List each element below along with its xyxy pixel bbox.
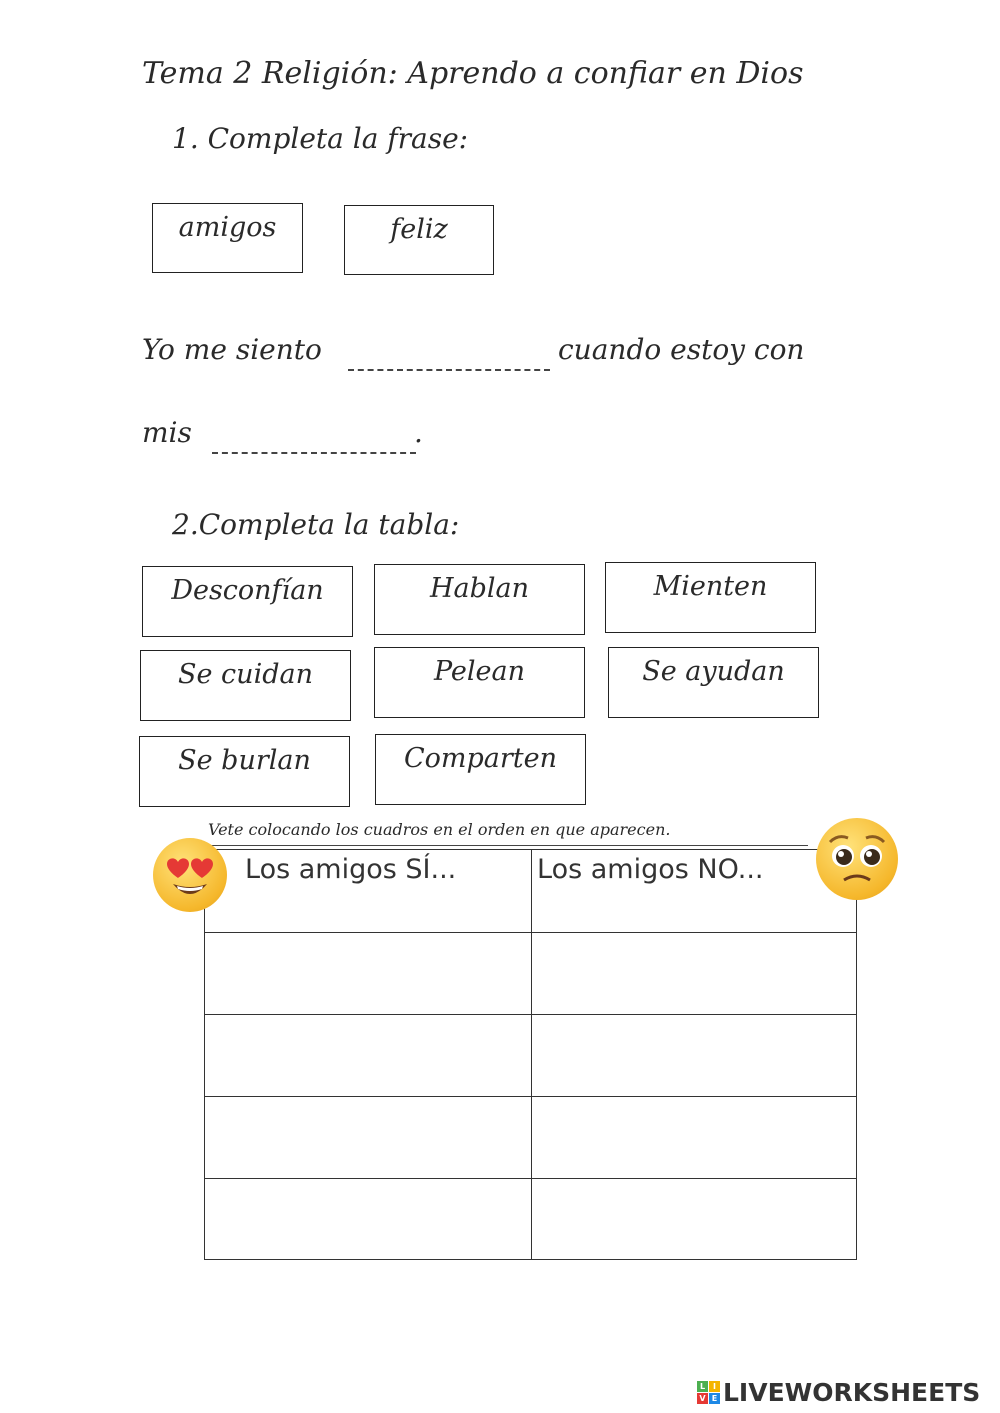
logo-mark-icon: [697, 1381, 720, 1404]
drop-cell-si-3[interactable]: [205, 1097, 529, 1177]
sentence-text: mis: [142, 416, 192, 449]
blank-input-2[interactable]: [212, 416, 416, 454]
logo-mark-letter: I: [709, 1381, 720, 1392]
blank-input-1[interactable]: [348, 333, 550, 371]
drop-cell-no-1[interactable]: [532, 933, 856, 1013]
column-header-no: Los amigos NO...: [537, 854, 764, 885]
logo-text: LIVEWORKSHEETS: [723, 1378, 981, 1407]
sort-table: [204, 849, 857, 1260]
word-box-hablan[interactable]: Hablan: [374, 564, 585, 635]
divider: [208, 845, 808, 846]
pleading-face-emoji-icon: [816, 818, 898, 900]
drop-cell-si-1[interactable]: [205, 933, 529, 1013]
word-box-se-burlan[interactable]: Se burlan: [139, 736, 350, 807]
column-header-si: Los amigos SÍ...: [245, 854, 457, 885]
drop-cell-si-4[interactable]: [205, 1179, 529, 1259]
word-box-se-ayudan[interactable]: Se ayudan: [608, 647, 819, 718]
drop-cell-no-4[interactable]: [532, 1179, 856, 1259]
word-box-desconfian[interactable]: Desconfían: [142, 566, 353, 637]
sentence-text: Yo me siento: [142, 333, 322, 366]
logo-mark-letter: E: [709, 1393, 720, 1404]
word-box-amigos[interactable]: amigos: [152, 203, 303, 273]
worksheet-title: Tema 2 Religión: Aprendo a confiar en Dios: [142, 56, 804, 91]
logo-mark-letter: V: [697, 1393, 708, 1404]
sentence-text: .: [414, 416, 423, 449]
heart-eyes-emoji-icon: [153, 838, 227, 912]
word-box-mienten[interactable]: Mienten: [605, 562, 816, 633]
word-box-pelean[interactable]: Pelean: [374, 647, 585, 718]
logo-mark-letter: L: [697, 1381, 708, 1392]
drop-cell-no-3[interactable]: [532, 1097, 856, 1177]
word-box-comparten[interactable]: Comparten: [375, 734, 586, 805]
word-box-se-cuidan[interactable]: Se cuidan: [140, 650, 351, 721]
exercise-1-heading: 1. Completa la frase:: [172, 122, 469, 155]
exercise-2-heading: 2.Completa la tabla:: [172, 508, 460, 541]
drop-cell-no-2[interactable]: [532, 1015, 856, 1095]
instruction-text: Vete colocando los cuadros en el orden en que aparecen.: [208, 820, 671, 839]
sentence-text: cuando estoy con: [558, 333, 805, 366]
drop-cell-si-2[interactable]: [205, 1015, 529, 1095]
liveworksheets-logo[interactable]: [697, 1378, 980, 1407]
word-box-feliz[interactable]: feliz: [344, 205, 494, 275]
